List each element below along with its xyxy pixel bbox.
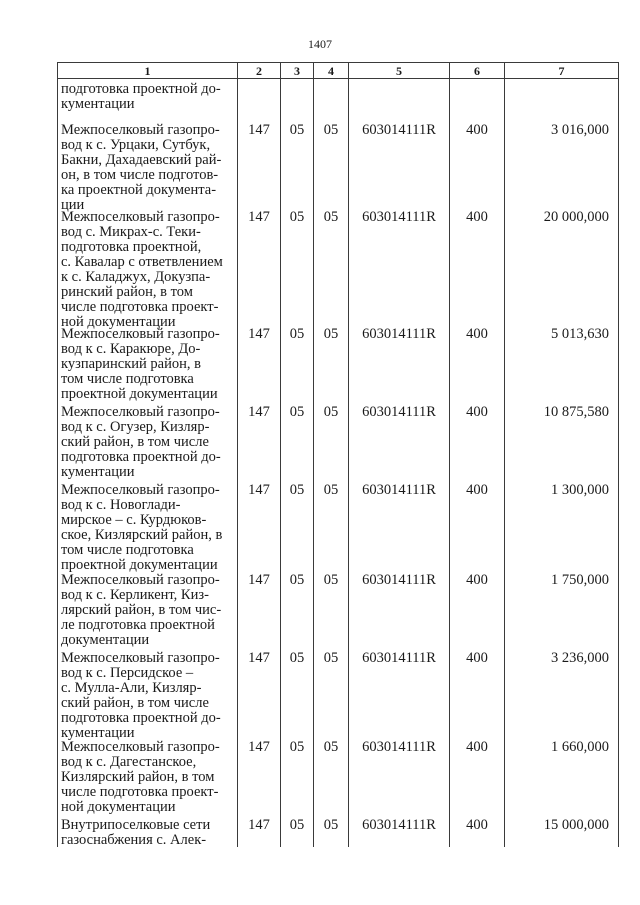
row-subsection: 05 (323, 122, 339, 138)
row-subsection: 05 (323, 209, 339, 225)
header-col-1: 1 (144, 64, 151, 78)
table-top-border (57, 62, 619, 63)
row-ministry-code: 147 (248, 482, 270, 498)
row-target-article: 603014111R (362, 817, 436, 833)
row-ministry-code: 147 (248, 739, 270, 755)
header-col-3: 3 (294, 64, 300, 78)
row-section: 05 (289, 209, 305, 225)
row-target-article: 603014111R (362, 122, 436, 138)
row-expense-type: 400 (466, 650, 488, 666)
row-amount: 1 660,000 (551, 739, 609, 755)
row-ministry-code: 147 (248, 404, 270, 420)
row-name: Межпоселковый газопро- вод к с. Дагестанское, Кизлярский район, в том числе подготовка проект- ной документации (61, 739, 220, 815)
row-subsection: 05 (323, 650, 339, 666)
row-subsection: 05 (323, 817, 339, 833)
row-expense-type: 400 (466, 122, 488, 138)
row-section: 05 (289, 817, 305, 833)
row-expense-type: 400 (466, 404, 488, 420)
row-name: Внутрипоселковые сети газоснабжения с. Алек- (61, 817, 211, 848)
row-expense-type: 400 (466, 326, 488, 342)
row-expense-type: 400 (466, 817, 488, 833)
table-border-col6 (449, 62, 450, 847)
row-section: 05 (289, 404, 305, 420)
row-target-article: 603014111R (362, 572, 436, 588)
row-section: 05 (289, 739, 305, 755)
row-amount: 10 875,580 (543, 404, 609, 420)
row-amount: 20 000,000 (543, 209, 609, 225)
row-name: Межпоселковый газопро- вод к с. Каракюре, До- кузпаринский район, в том числе подготовка проектной документации (61, 326, 220, 402)
row-subsection: 05 (323, 739, 339, 755)
header-col-7: 7 (558, 64, 565, 78)
table-header-border (57, 78, 619, 79)
row-ministry-code: 147 (248, 326, 270, 342)
row-ministry-code: 147 (248, 209, 270, 225)
row-subsection: 05 (323, 404, 339, 420)
row-expense-type: 400 (466, 482, 488, 498)
row-amount: 1 300,000 (551, 482, 609, 498)
row-target-article: 603014111R (362, 404, 436, 420)
row-name: Межпоселковый газопро- вод к с. Огузер, Кизляр- ский район, в том числе подготовка проектной до- кументации (61, 404, 221, 480)
row-name: Межпоселковый газопро- вод с. Микрах-с. Теки- подготовка проектной, с. Кавалар с ответвлением к с. Каладжух, Докузпа- ринский район, в том числе подготовка проект- ной документации (61, 209, 223, 330)
row-section: 05 (289, 326, 305, 342)
row-amount: 15 000,000 (543, 817, 609, 833)
row-target-article: 603014111R (362, 326, 436, 342)
row-ministry-code: 147 (248, 817, 270, 833)
table-border-col4 (313, 62, 314, 847)
row-target-article: 603014111R (362, 482, 436, 498)
row-target-article: 603014111R (362, 739, 436, 755)
continued-row-name: подготовка проектной до- кументации (61, 81, 221, 112)
row-name: Межпоселковый газопро- вод к с. Персидское – с. Мулла-Али, Кизляр- ский район, в том числе подготовка проектной до- кументации (61, 650, 221, 741)
table-border-left (57, 62, 58, 847)
row-subsection: 05 (323, 482, 339, 498)
row-amount: 5 013,630 (551, 326, 609, 342)
row-section: 05 (289, 482, 305, 498)
row-target-article: 603014111R (362, 209, 436, 225)
row-expense-type: 400 (466, 209, 488, 225)
row-name: Межпоселковый газопро- вод к с. Урцаки, Сутбук, Бакни, Дахадаевский рай- он, в том числе подготов- ка проектной документа- ции (61, 122, 222, 213)
page-number: 1407 (308, 37, 332, 51)
row-amount: 3 016,000 (551, 122, 609, 138)
table-border-col2 (237, 62, 238, 847)
row-expense-type: 400 (466, 739, 488, 755)
row-ministry-code: 147 (248, 650, 270, 666)
table-border-col7 (504, 62, 505, 847)
row-subsection: 05 (323, 326, 339, 342)
row-target-article: 603014111R (362, 650, 436, 666)
row-amount: 1 750,000 (551, 572, 609, 588)
row-section: 05 (289, 122, 305, 138)
row-expense-type: 400 (466, 572, 488, 588)
row-subsection: 05 (323, 572, 339, 588)
row-ministry-code: 147 (248, 572, 270, 588)
row-amount: 3 236,000 (551, 650, 609, 666)
table-border-col3 (280, 62, 281, 847)
row-ministry-code: 147 (248, 122, 270, 138)
header-col-2: 2 (256, 64, 262, 78)
table-border-right (618, 62, 619, 847)
header-col-6: 6 (474, 64, 480, 78)
header-col-4: 4 (328, 64, 334, 78)
row-section: 05 (289, 572, 305, 588)
row-section: 05 (289, 650, 305, 666)
table-border-col5 (348, 62, 349, 847)
row-name: Межпоселковый газопро- вод к с. Керликент, Киз- лярский район, в том чис- ле подготовка проектной документации (61, 572, 222, 648)
header-col-5: 5 (396, 64, 402, 78)
row-name: Межпоселковый газопро- вод к с. Новоглади- мирское – с. Курдюков- ское, Кизлярский район, в том числе подготовка проектной документации (61, 482, 223, 573)
